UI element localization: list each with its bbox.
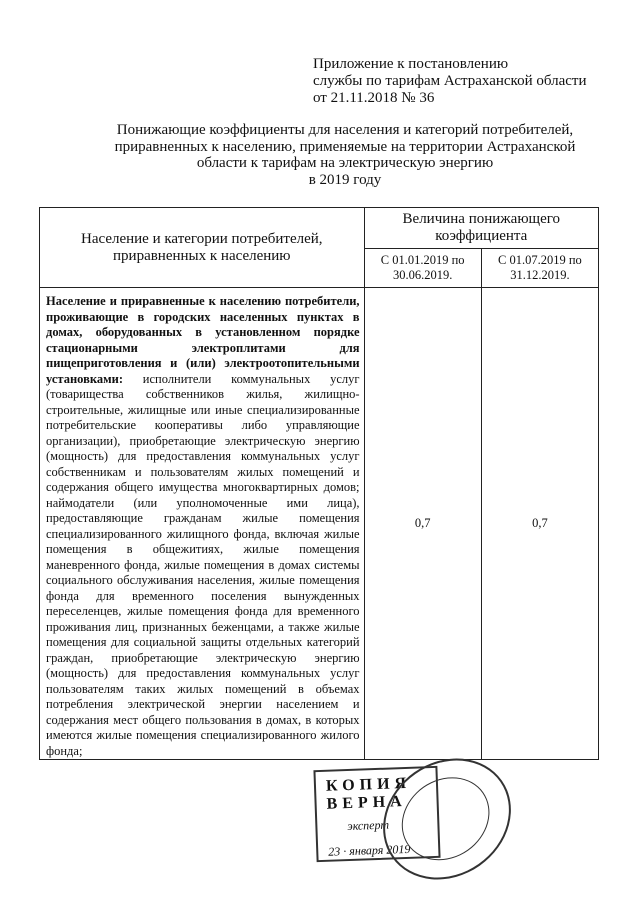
stamp-signature: эксперт [347,817,390,834]
consumer-description-bold: Население и приравненные к населению потребители, проживающие в городских населенных пунктах в домах, оборудованных в установленном порядке стационарными электроплитами для пищеприготовления и (или) электроотопительными установками: [46,294,360,386]
header-line-1: Приложение к постановлению [313,56,509,72]
consumer-description [40,288,364,759]
title-line-3: области к тарифам на электрическую энергию [196,155,494,171]
column-header-consumers: Население и категории потребителей, приравненных к населению [40,208,365,288]
consumer-description-cell [40,288,365,760]
document-header [313,56,587,107]
title-line-1: Понижающие коэффициенты для населения и категорий потребителей, [116,122,574,138]
column-header-coefficient: Величина понижающего коэффициента [364,208,598,249]
period-1-header: С 01.01.2019 по 30.06.2019. [364,249,481,288]
stamp-title: КОПИЯ ВЕРНА [325,774,412,813]
coefficient-value-1: 0,7 [364,288,481,760]
period-2-header: С 01.07.2019 по 31.12.2019. [481,249,598,288]
title-line-2: приравненных к населению, применяемые на территории Астраханской [114,138,576,155]
stamp-date: 23 · января 2019 [328,841,411,859]
header-line-2: службы по тарифам Астраханской области [313,73,587,89]
consumer-description-text: исполнители коммунальных услуг (товарищества собственников жилья, жилищно-строительные, жилищные или иные специализированные потребительские кооперативы либо управляющие организации), приобретающие электрическую энергию (мощность) для предоставления коммунальных услуг собственникам и пользователям жилых помещений и содержания общего имущества многоквартирных домов; наймодатели (или уполномоченные ими лица), предоставляющие гражданам жилые помещения специализированного жилищного фонда, включая жилые помещения в общежитиях, жилые помещения маневренного фонда, жилые помещения в домах системы социального обслуживания населения, жилые помещения фонда для временного поселения вынужденных переселенцев, жилые помещения фонда для временного проживания лиц, признанных беженцами, а также жилые помещения для социальной защиты отдельных категорий граждан, приобретающие электрическую энергию (мощность) для предоставления коммунальных услуг пользователям таких жилых помещений в объемах потребления электрической энергии населением и содержания мест общего пользования в домах, в которых имеются жилые помещения специализированного жилого фонда; [46,371,360,758]
header-line-3: от 21.11.2018 № 36 [313,90,435,106]
document-title [100,122,590,188]
coefficient-value-2: 0,7 [481,288,598,760]
coefficients-table [39,207,599,760]
title-line-4: в 2019 году [308,171,382,188]
